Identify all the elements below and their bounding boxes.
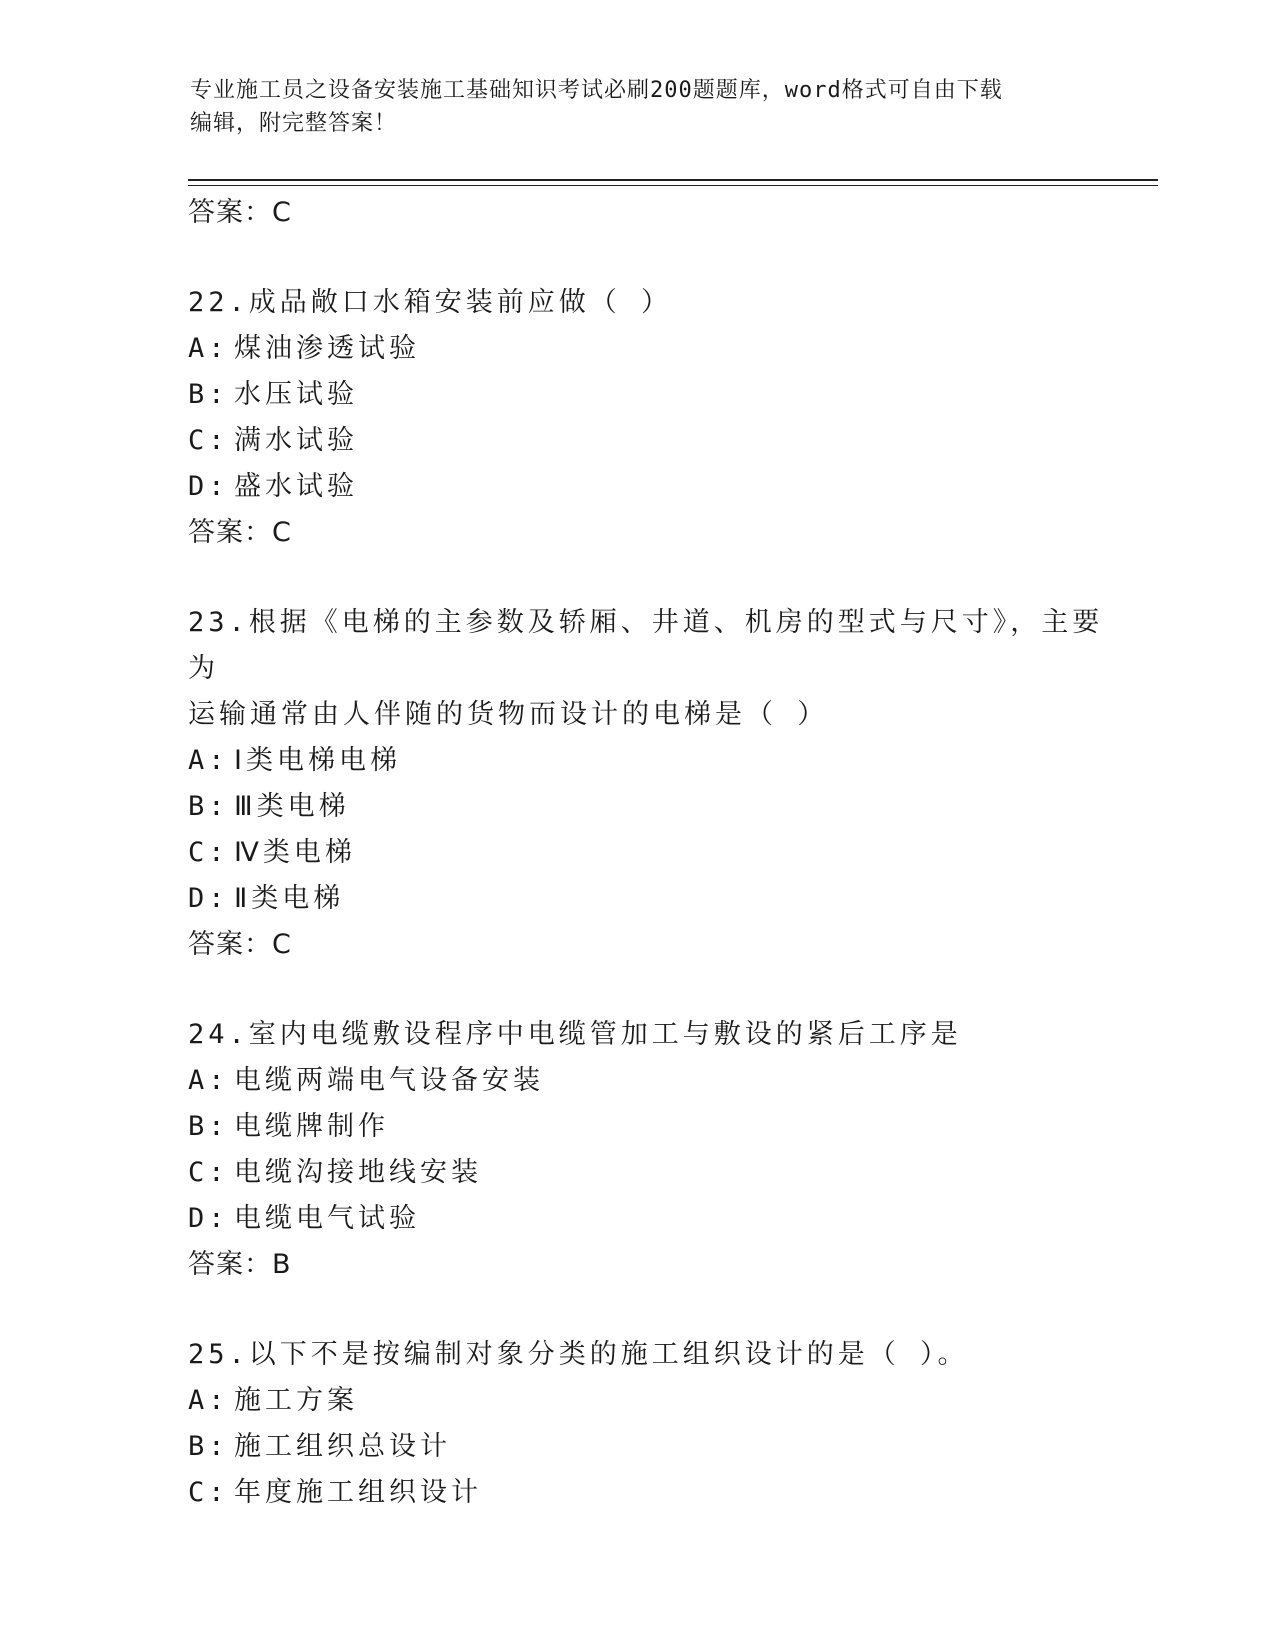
answer: 答案：C (188, 517, 292, 548)
option-key: C: (188, 1157, 229, 1188)
previous-answer: 答案：C (188, 197, 292, 228)
option-d (188, 1196, 1118, 1242)
option-key: B: (188, 1431, 229, 1462)
option-c (188, 1470, 1118, 1516)
option-key: C: (188, 1477, 229, 1508)
option-b (188, 372, 1118, 418)
option-key: B: (188, 791, 229, 822)
option-text: Ⅲ类电梯 (234, 791, 350, 822)
option-key: D: (188, 1203, 229, 1234)
option-text: Ⅳ类电梯 (234, 837, 356, 868)
option-text: 满水试验 (234, 425, 358, 456)
option-b (188, 1104, 1118, 1150)
option-text: 施工方案 (234, 1385, 358, 1416)
option-key: A: (188, 1385, 229, 1416)
question-25 (188, 1332, 1118, 1516)
option-b (188, 784, 1118, 830)
option-text: 电缆电气试验 (234, 1203, 420, 1234)
option-key: C: (188, 425, 229, 456)
option-a (188, 738, 1118, 784)
option-text: Ⅱ类电梯 (234, 883, 345, 914)
option-c (188, 830, 1118, 876)
option-d (188, 876, 1118, 922)
answer: 答案：B (188, 1249, 292, 1280)
header-line-2: 编辑，附完整答案！ (190, 111, 398, 136)
question-text: 25.以下不是按编制对象分类的施工组织设计的是（ ）。 (188, 1339, 969, 1370)
option-a (188, 326, 1118, 372)
option-key: D: (188, 471, 229, 502)
option-key: A: (188, 1065, 229, 1096)
option-text: 水压试验 (234, 379, 358, 410)
question-list (188, 190, 1118, 1516)
option-c (188, 418, 1118, 464)
question-22 (188, 280, 1118, 556)
option-text: 电缆牌制作 (234, 1111, 389, 1142)
option-text: 盛水试验 (234, 471, 358, 502)
option-key: D: (188, 883, 229, 914)
option-key: B: (188, 1111, 229, 1142)
option-a (188, 1378, 1118, 1424)
option-d (188, 464, 1118, 510)
option-text: 电缆沟接地线安装 (234, 1157, 482, 1188)
option-text: 施工组织总设计 (234, 1431, 451, 1462)
option-text: 煤油渗透试验 (234, 333, 420, 364)
page-header (190, 74, 1090, 140)
option-a (188, 1058, 1118, 1104)
option-key: C: (188, 837, 229, 868)
option-key: A: (188, 333, 229, 364)
option-key: B: (188, 379, 229, 410)
question-23 (188, 600, 1118, 968)
question-text-line-2: 运输通常由人伴随的货物而设计的电梯是（ ） (188, 699, 829, 730)
header-rule-thin (188, 185, 1158, 186)
option-c (188, 1150, 1118, 1196)
header-line-1: 专业施工员之设备安装施工基础知识考试必刷200题题库，word格式可自由下载 (190, 78, 1003, 103)
option-text: Ⅰ类电梯电梯 (234, 745, 401, 776)
question-text-line-1: 23.根据《电梯的主参数及轿厢、井道、机房的型式与尺寸》，主要为 (188, 607, 1104, 684)
option-text: 年度施工组织设计 (234, 1477, 482, 1508)
answer: 答案：C (188, 929, 292, 960)
option-text: 电缆两端电气设备安装 (234, 1065, 544, 1096)
option-b (188, 1424, 1118, 1470)
question-24 (188, 1012, 1118, 1288)
option-key: A: (188, 745, 229, 776)
question-text: 24.室内电缆敷设程序中电缆管加工与敷设的紧后工序是 (188, 1019, 962, 1050)
question-text: 22.成品敞口水箱安装前应做（ ） (188, 287, 673, 318)
header-rule-thick (188, 179, 1158, 181)
